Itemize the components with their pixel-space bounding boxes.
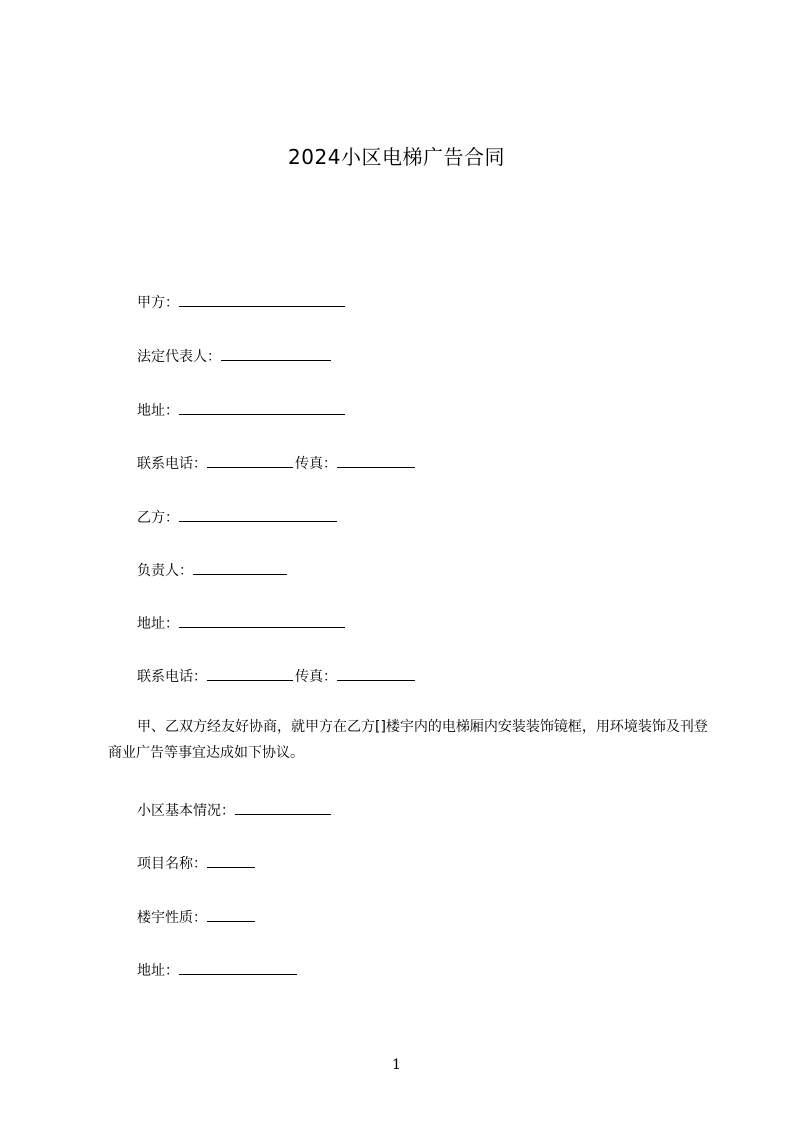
address-a-field [137,398,347,421]
community-info-label: 小区基本情况： [137,803,235,819]
fax-b-label: 传真： [295,669,337,685]
address-c-blank[interactable] [179,958,297,975]
responsible-label: 负责人： [137,563,193,579]
party-b-blank[interactable] [179,505,337,522]
address-b-field [137,611,347,634]
address-b-label: 地址： [137,616,179,632]
document-title: 2024小区电梯广告合同 [288,145,505,169]
project-name-label: 项目名称： [137,856,207,872]
project-name-field [137,851,257,874]
address-c-field [137,958,299,981]
project-name-blank[interactable] [207,851,255,868]
responsible-field [137,558,289,581]
legal-rep-blank[interactable] [221,344,331,361]
fax-b-blank[interactable] [337,664,415,681]
community-info-field [137,798,333,821]
legal-rep-field [137,344,333,367]
address-b-blank[interactable] [179,611,345,628]
address-a-label: 地址： [137,403,179,419]
page-number: 1 [392,1057,401,1073]
address-a-blank[interactable] [179,398,345,415]
building-type-blank[interactable] [207,905,255,922]
party-a-label: 甲方： [137,295,179,311]
phone-b-label: 联系电话： [137,669,207,685]
phone-a-blank[interactable] [207,451,293,468]
contact-a-field [137,451,417,474]
building-type-field [137,905,257,928]
party-a-blank[interactable] [179,290,345,307]
party-b-field [137,505,339,528]
phone-a-label: 联系电话： [137,456,207,472]
phone-b-blank[interactable] [207,664,293,681]
fax-a-label: 传真： [295,456,337,472]
intro-paragraph: 甲、乙双方经友好协商，就甲方在乙方[]楼宇内的电梯厢内安装装饰镜框，用环境装饰及刊登商业广告等事宜达成如下协议。 [108,719,708,761]
community-info-blank[interactable] [235,798,331,815]
fax-a-blank[interactable] [337,451,415,468]
address-c-label: 地址： [137,963,179,979]
party-b-label: 乙方： [137,510,179,526]
building-type-label: 楼宇性质： [137,910,207,926]
legal-rep-label: 法定代表人： [137,349,221,365]
contact-b-field [137,664,417,687]
responsible-blank[interactable] [193,558,287,575]
party-a-field [137,290,347,313]
